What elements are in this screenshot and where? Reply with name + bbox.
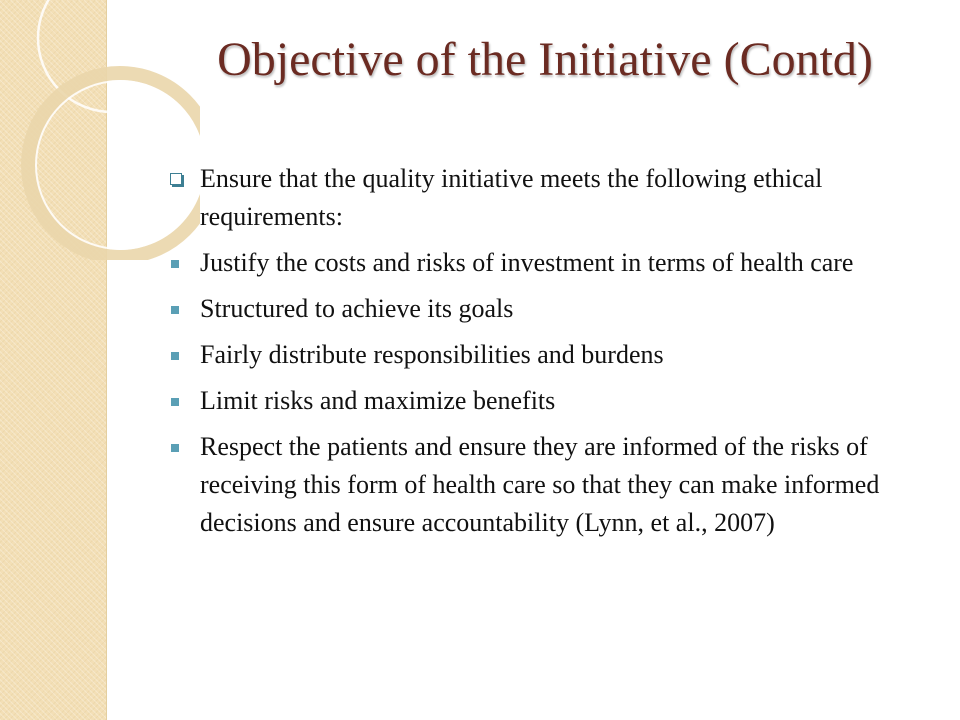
square-bullet-icon bbox=[171, 398, 179, 406]
list-item bbox=[170, 160, 930, 236]
list-item bbox=[170, 336, 930, 374]
bullet-text: Justify the costs and risks of investment in terms of health care bbox=[200, 248, 854, 277]
bullet-text: Limit risks and maximize benefits bbox=[200, 386, 556, 415]
square-bullet-icon bbox=[171, 444, 179, 452]
square-bullet-icon bbox=[171, 352, 179, 360]
bullet-text: Fairly distribute responsibilities and burdens bbox=[200, 340, 664, 369]
square-bullet-icon bbox=[171, 306, 179, 314]
bullet-text: Structured to achieve its goals bbox=[200, 294, 514, 323]
bullet-list bbox=[170, 160, 930, 550]
square-bullet-icon bbox=[171, 260, 179, 268]
bullet-text: Respect the patients and ensure they are informed of the risks of receiving this form of health care so that they can make informed decisions and ensure accountability (Lynn, et al., 2007) bbox=[200, 432, 880, 537]
slide-title: Objective of the Initiative (Contd) bbox=[217, 33, 873, 86]
list-item bbox=[170, 290, 930, 328]
list-item bbox=[170, 382, 930, 420]
list-item bbox=[170, 428, 930, 542]
bullet-text: Ensure that the quality initiative meets the following ethical requirements: bbox=[200, 164, 823, 231]
list-item bbox=[170, 244, 930, 282]
hollow-square-icon bbox=[170, 173, 182, 185]
decorative-sidebar bbox=[0, 0, 107, 720]
